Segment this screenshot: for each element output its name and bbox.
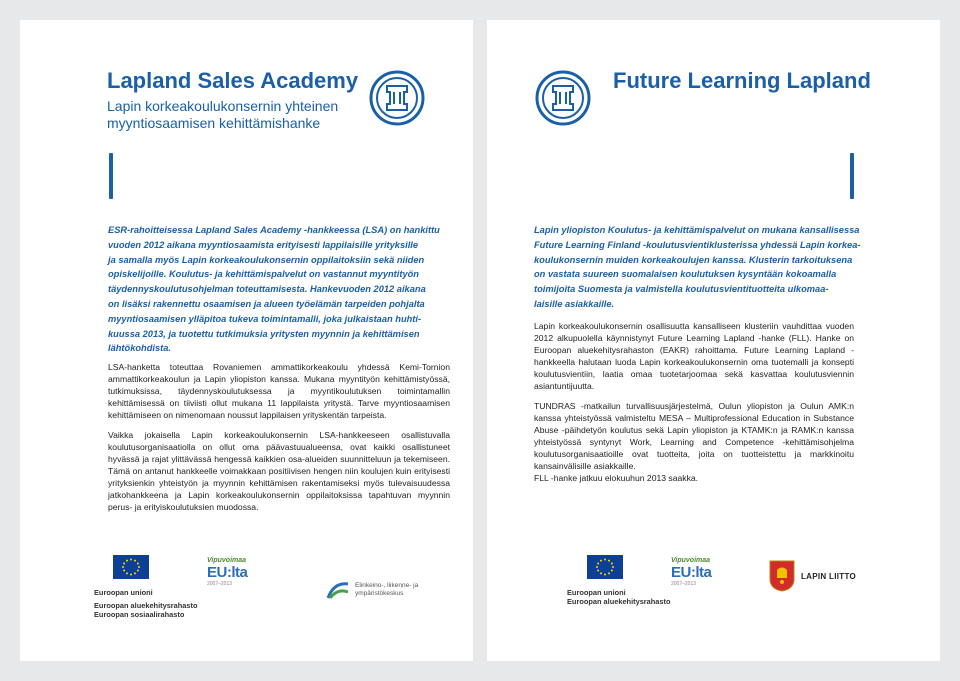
- ely-text-line: Elinkeino-, liikenne- ja: [355, 582, 419, 589]
- body-paragraph: Lapin korkeakoulukonsernin osallisuutta kansalliseen klusteriin vauhdittaa vuoden 2012 alkupuolella käynnistynyt Future Learning Lapland -hanke (FLL). Hanke on Euroopan aluekehitysrahaston (EAKR) rahoittama. Future Learning Lapland -hankkeella halutaan luoda Lapin korkeakoulukonsernin oma tuotemalli ja konsepti koulutusvientiin, laatia omaa tuotetarjoomaa sekä kasvattaa koulutusviennin asiantuntijuutta.: [534, 321, 854, 391]
- left-intro: [108, 223, 453, 356]
- right-page: [487, 20, 940, 661]
- lapland-emblem-icon: [369, 70, 425, 126]
- eu-logo-text: Euroopan aluekehitysrahasto: [567, 597, 671, 606]
- intro-line: Future Learning Finland -koulutusvientiklusterissa yhdessä Lapin korkea-: [534, 239, 861, 250]
- left-subtitle-line: myyntiosaamisen kehittämishanke: [107, 115, 321, 131]
- eu-logo: [56, 555, 198, 619]
- ely-text-line: ympäristökeskus: [355, 590, 404, 597]
- eu-logo: [531, 555, 671, 606]
- vip-sub-text: 2007–2013: [671, 581, 697, 587]
- lapland-emblem-icon: [535, 70, 591, 126]
- eu-logo-text: Euroopan unioni: [94, 588, 153, 597]
- intro-line: ja samalla myös Lapin korkeakoulukonsernin oppilaitoksiin sekä niiden: [108, 254, 425, 265]
- eu-logo-text: Euroopan sosiaalirahasto: [94, 610, 185, 619]
- right-title: Future Learning Lapland: [613, 68, 871, 93]
- vip-main-text: EU:lta: [207, 564, 248, 581]
- lapin-liitto-logo: [769, 560, 856, 592]
- vipuvoimaa-logo: [207, 557, 271, 587]
- eu-logo-text: Euroopan aluekehitysrahasto: [94, 601, 198, 610]
- eu-flag-icon: [587, 555, 623, 579]
- lapin-liitto-text: LAPIN LIITTO: [801, 571, 857, 581]
- right-body: [534, 320, 854, 484]
- intro-line: laisille asiakkaille.: [534, 298, 615, 309]
- ely-icon: [326, 580, 350, 600]
- intro-line: koulukonsernin muiden korkeakoulujen kanssa. Klusterin tarkoituksena: [534, 254, 853, 265]
- body-paragraph: FLL -hanke jatkuu elokuuhun 2013 saakka.: [534, 473, 699, 483]
- left-subtitle: [107, 98, 338, 132]
- intro-line: on vastata suureen suomalaisen koulutuksen kysyntään kokoamalla: [534, 269, 837, 280]
- intro-line: vuoden 2012 aikana myyntiosaamista erityisesti lappilaisille yrityksille: [108, 239, 419, 250]
- body-paragraph: LSA-hanketta toteuttaa Rovaniemen ammattikorkeakoulu yhdessä Kemi-Tornion ammattikorkeakoulun ja Lapin yliopiston kanssa. Mukana myyntityön kehittämistyössä, tutkimuksissa, täydennyskoulutuksessa ja myyntikoulutuksen toimintamallin kehittämisessä on tiiviisti ollut mukana 11 lappilaista yritystä. Tarve myyntiosaamisen kehittämiseen on nimenomaan noussut lappilaisen yrityskentän tarpeista.: [108, 362, 450, 420]
- intro-line: myyntiosaamisen ylläpitoa tukeva toimintamalli, joka julkaistaan huhti-: [108, 313, 422, 324]
- ely-logo: [326, 580, 418, 600]
- eu-logo-text: Euroopan unioni: [567, 588, 626, 597]
- accent-bar: [850, 153, 854, 199]
- intro-line: täydennyskoulutusohjelman toteuttamisesta. Hankevuoden 2012 aikana: [108, 284, 426, 295]
- vip-top-text: Vipuvoimaa: [671, 557, 711, 564]
- body-paragraph: Vaikka jokaisella Lapin korkeakoulukonsernin LSA-hankkeeseen osallistuvalla koulutusorganisaatiolla on ollut oma päävastuualueensa, ovat kaikki osallistuneet hyvässä ja rajat ylittävässä hengessä kaikkien osa-alueiden suunnitteluun ja tekemiseen. Tämä on antanut hankkeelle voimakkaan positiivisen hengen niin koulujen kuin erityisesti yrityksienkin yhteistyön ja myynnin kehittämisen rakentamiseksi myös tulevaisuudessa jatkohankkeena ja Lapin korkeakoulukonsernin oppilaitoksissa tapahtuvan myynnin perus- ja erityiskoulutuksien muodossa.: [108, 430, 450, 512]
- right-intro: [534, 223, 894, 312]
- left-title: Lapland Sales Academy: [107, 68, 359, 93]
- intro-line: Lapin yliopiston Koulutus- ja kehittämispalvelut on mukana kansallisessa: [534, 225, 860, 235]
- intro-line: kuussa 2013, ja tuotettu tutkimuksia yritysten myynnin ja kehittämisen: [108, 328, 420, 339]
- vipuvoimaa-logo: [671, 557, 735, 587]
- intro-line: on lisäksi rakennettu osaamisen ja alueen työelämän tarpeiden pohjalta: [108, 298, 425, 309]
- vip-main-text: EU:lta: [671, 564, 712, 581]
- vip-sub-text: 2007–2013: [207, 581, 233, 587]
- left-body: [108, 361, 450, 513]
- intro-line: opiskelijoille. Koulutus- ja kehittämispalvelut on vastannut myyntityön: [108, 269, 419, 280]
- accent-bar: [109, 153, 113, 199]
- intro-line: lähtökohdista.: [108, 343, 172, 354]
- vip-top-text: Vipuvoimaa: [207, 557, 247, 564]
- left-page: [20, 20, 473, 661]
- eu-flag-icon: [113, 555, 149, 579]
- intro-line: ESR-rahoitteisessa Lapland Sales Academy -hankkeessa (LSA) on hankittu: [108, 225, 440, 235]
- lapin-liitto-shield-icon: [769, 560, 795, 592]
- left-subtitle-line: Lapin korkeakoulukonsernin yhteinen: [107, 98, 339, 114]
- intro-line: toimijoita Suomesta ja valmistella koulutusvientituotteita ulkomaa-: [534, 284, 829, 295]
- body-paragraph: TUNDRAS -matkailun turvallisuusjärjestelmä, Oulun yliopiston ja Oulun AMK:n kanssa yhteistyössä valmisteltu MESA – Multiprofessional Education in Substance Abuse -päihdetyön koulutus sekä Lapin yliopiston ja KTAMK:n ja RAMK:n kanssa yhteistyössä syntynyt Work, Learning and Competence -kehittämisohjelma koulutusorganisaatioille ovat tuotteita, joita on tuotteistettu ja markkinoitu kansainvälisille asiakkaille.: [534, 401, 854, 471]
